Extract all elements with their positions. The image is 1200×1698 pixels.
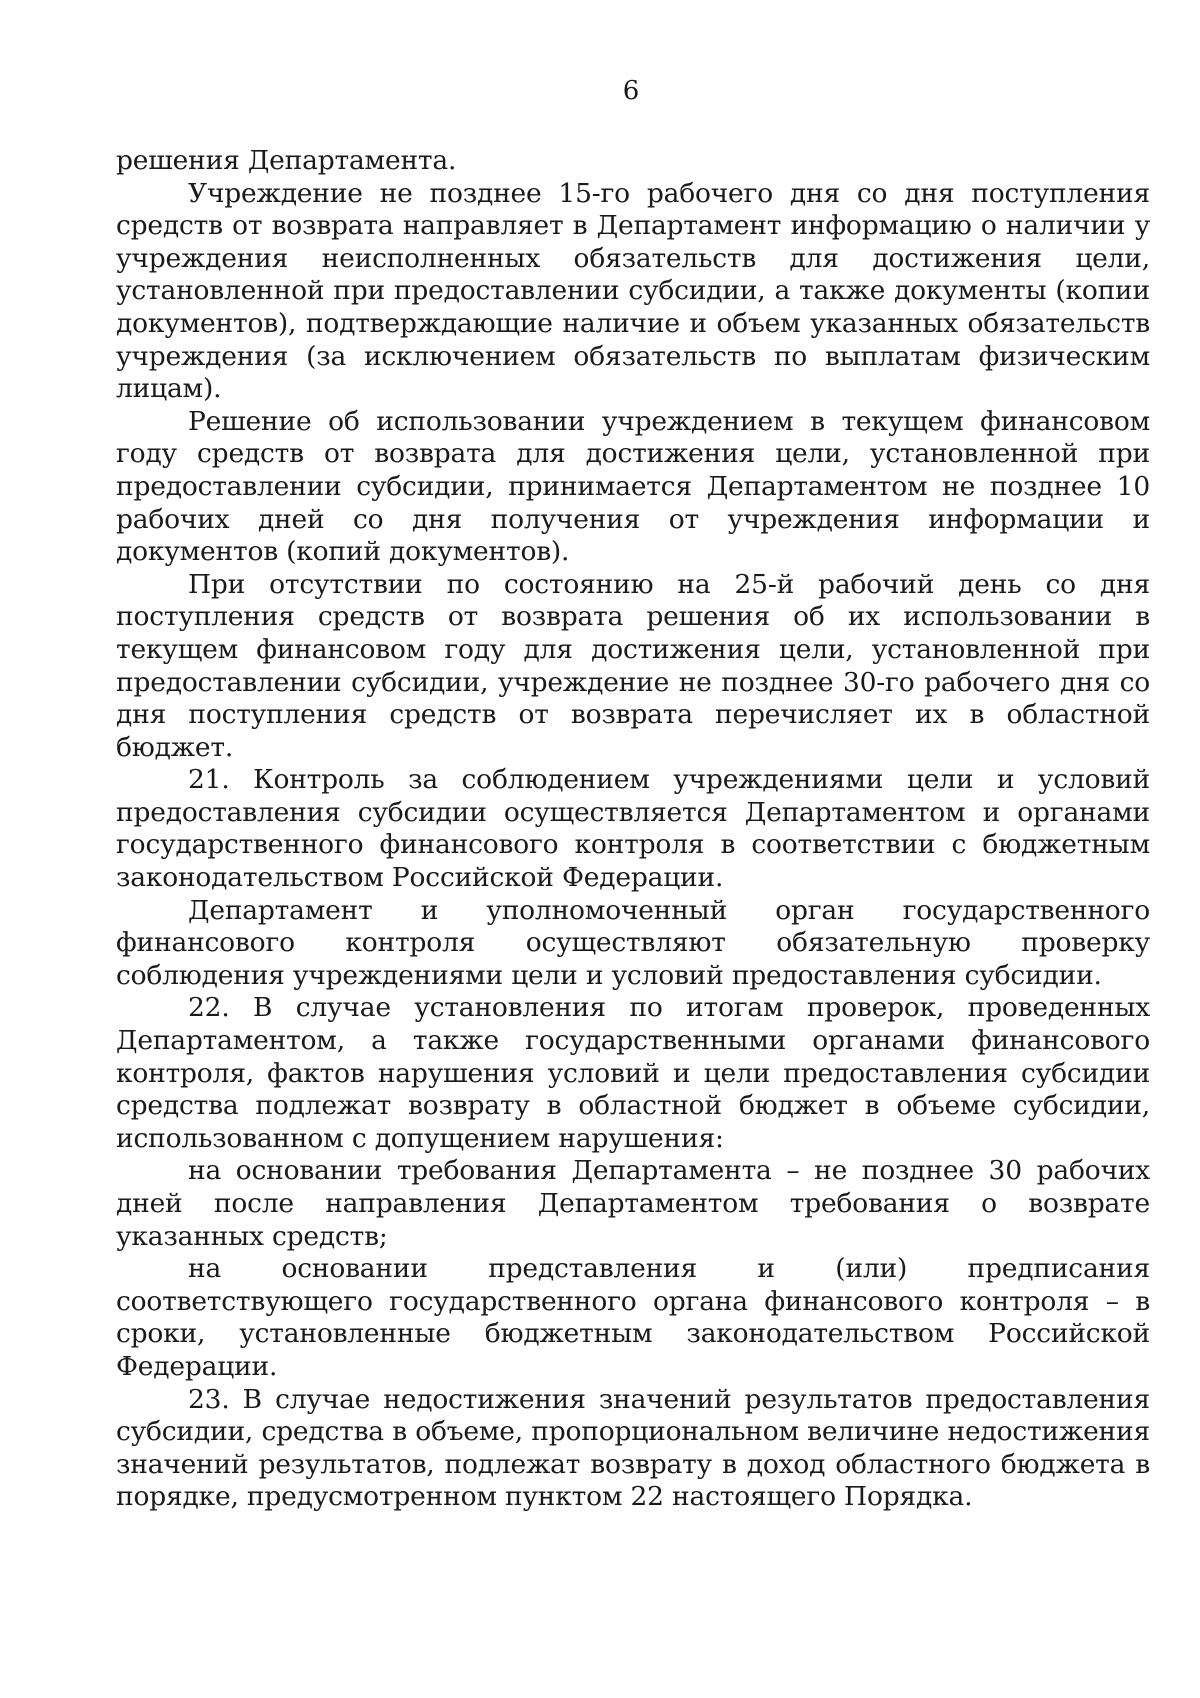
paragraph: Решение об использовании учреждением в текущем финансовом году средств от возврата для достижения цели, установленной при предоставлении субсидии, принимается Департаментом не позднее 10 рабочих дней со дня получения от учреждения информации и документов (копий документов). — [116, 405, 1150, 568]
document-body — [116, 145, 1150, 1514]
page-number: 6 — [622, 76, 640, 106]
paragraph: При отсутствии по состоянию на 25-й рабочий день со дня поступления средств от возврата решения об их использовании в текущем финансовом году для достижения цели, установленной при предоставлении субсидии, учреждение не позднее 30-го рабочего дня со дня поступления средств от возврата перечисляет их в областной бюджет. — [116, 568, 1150, 763]
paragraph-item-23: 23. В случае недостижения значений результатов предоставления субсидии, средства в объеме, пропорциональном величине недостижения значений результатов, подлежат возврату в доход областного бюджета в порядке, предусмотренном пунктом 22 настоящего Порядка. — [116, 1383, 1150, 1513]
paragraph-item-22: 22. В случае установления по итогам проверок, проведенных Департаментом, а также государственными органами финансового контроля, фактов нарушения условий и цели предоставления субсидии средства подлежат возврату в областной бюджет в объеме субсидии, использованном с допущением нарушения: — [116, 992, 1150, 1154]
paragraph: Учреждение не позднее 15-го рабочего дня со дня поступления средств от возврата направляет в Департамент информацию о наличии у учреждения неисполненных обязательств для достижения цели, установленной при предоставлении субсидии, а также документы (копии документов), подтверждающие наличие и объем указанных обязательств учреждения (за исключением обязательств по выплатам физическим лицам). — [116, 177, 1150, 405]
paragraph-item-21: 21. Контроль за соблюдением учреждениями цели и условий предоставления субсидии осуществляется Департаментом и органами государственного финансового контроля в соответствии с бюджетным законодательством Российской Федерации. — [116, 764, 1150, 894]
paragraph: на основании представления и (или) предписания соответствующего государственного органа финансового контроля – в сроки, установленные бюджетным законодательством Российской Федерации. — [116, 1253, 1150, 1382]
paragraph: Департамент и уполномоченный орган государственного финансового контроля осуществляют обязательную проверку соблюдения учреждениями цели и условий предоставления субсидии. — [116, 894, 1150, 991]
paragraph: решения Департамента. — [116, 145, 457, 176]
paragraph: на основании требования Департамента – не позднее 30 рабочих дней после направления Департаментом требования о возврате указанных средств; — [116, 1155, 1150, 1252]
